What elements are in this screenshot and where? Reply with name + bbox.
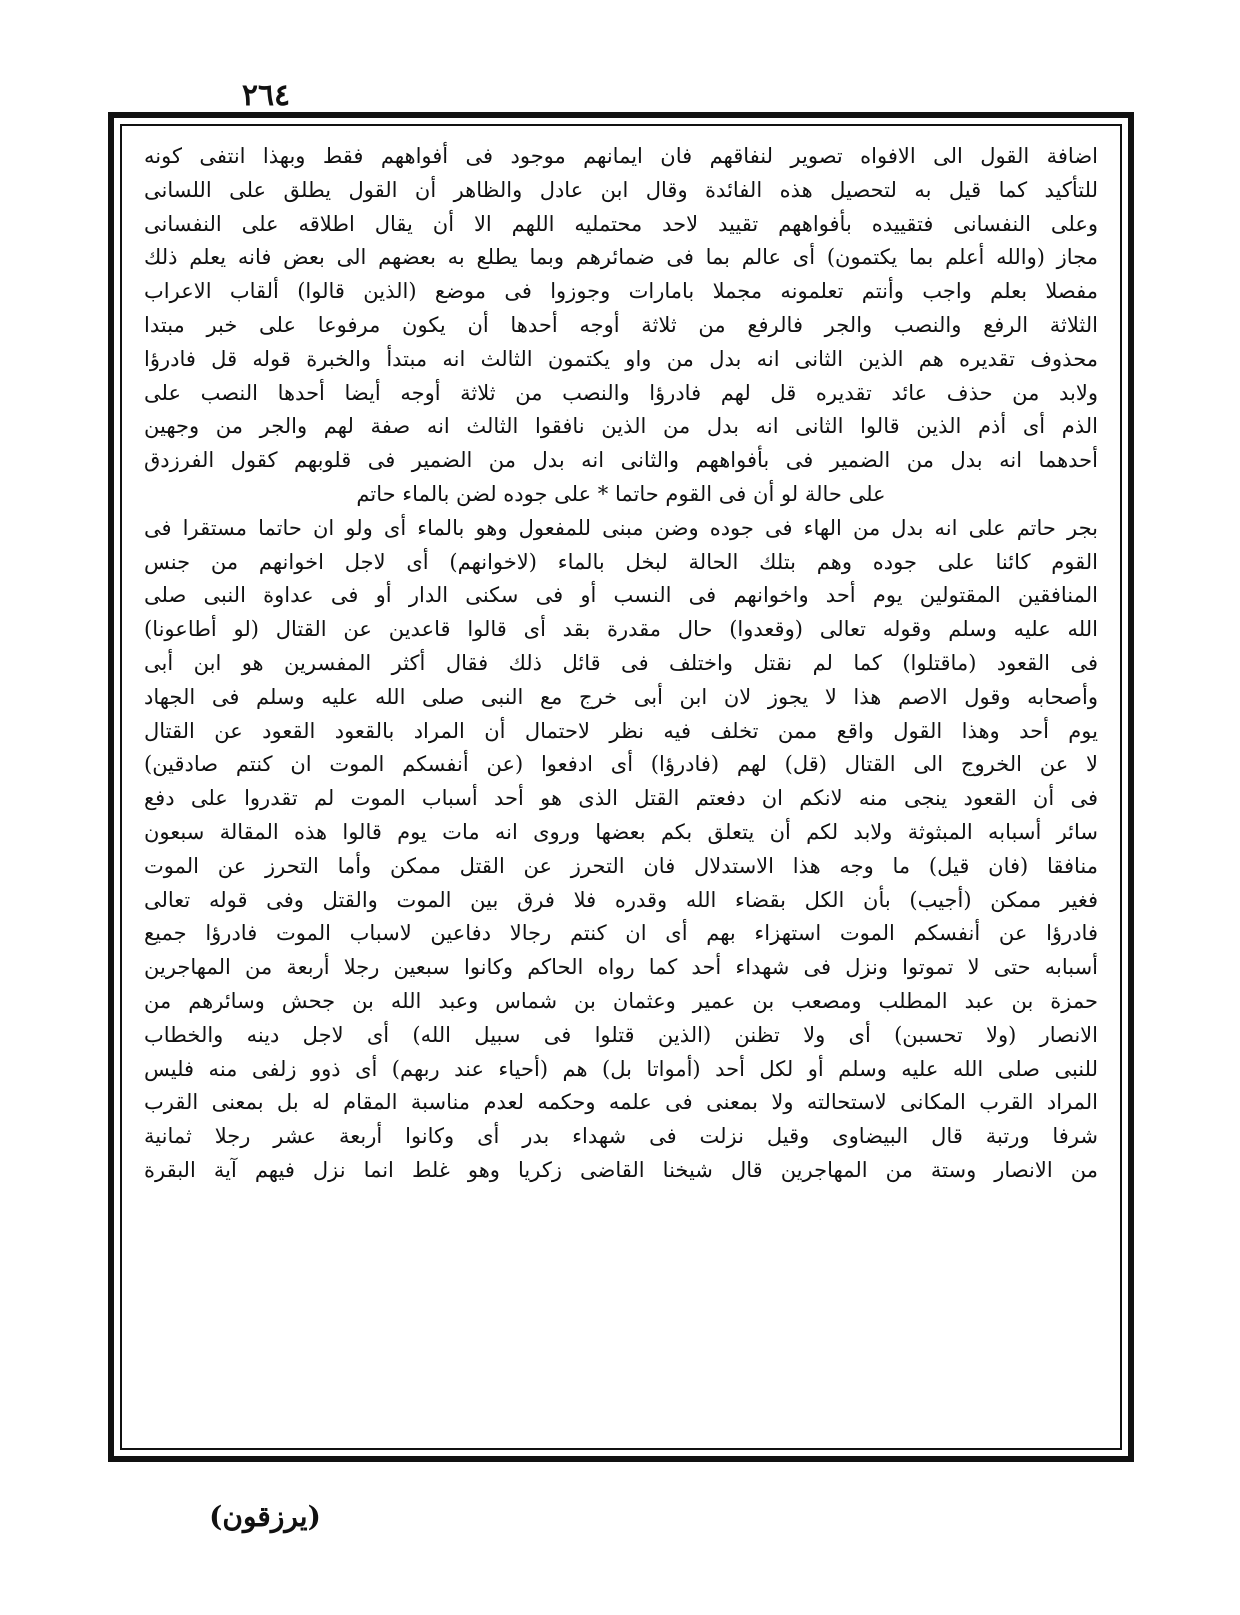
text-line: المنافقين المقتولين يوم أحد واخوانهم فى النسب أو فى سكنى الدار أو فى عداوة النبى صلى (144, 583, 1098, 608)
text-line: اضافة القول الى الافواه تصوير لنفاقهم فان ايمانهم موجود فى أفواههم فقط وبهذا انتفى كونه (144, 144, 1098, 168)
page-frame (108, 112, 1134, 1462)
text-line: فى أن القعود ينجى منه لانكم ان دفعتم القتل الذى هو أحد أسباب الموت لم تقدروا على دفع (144, 786, 1098, 811)
text-line: لا عن الخروج الى القتال (قل) لهم (فادرؤا) أى ادفعوا (عن أنفسكم الموت ان كنتم صادقين) (144, 752, 1098, 777)
text-line: وأصحابه وقول الاصم هذا لا يجوز لان ابن أبى خرج مع النبى صلى الله عليه وسلم فى الجهاد (144, 684, 1098, 709)
text-line: فادرؤا عن أنفسكم الموت استهزاء بهم أى ان كنتم رجالا دفاعين لاسباب الموت فادرؤا جميع (144, 921, 1098, 946)
text-line: يوم أحد وهذا القول واقع ممن تخلف فيه نظر لاحتمال أن المراد بالقعود القعود عن القتال (144, 718, 1098, 743)
text-line: الله عليه وسلم وقوله تعالى (وقعدوا) حال مقدرة بقد أى قالوا قاعدين عن القتال (لو أطاعونا) (144, 617, 1098, 642)
catchword: (يرزقون) (209, 1500, 321, 1533)
text-line: أحدهما انه بدل من الضمير فى بأفواههم والثانى انه بدل من الضمير فى قلوبهم كقول الفرزدق (144, 448, 1098, 473)
text-line: شرفا ورتبة قال البيضاوى وقيل نزلت فى شهداء بدر أى وكانوا أربعة عشر رجلا ثمانية (144, 1124, 1098, 1149)
page-number: ٢٦٤ (241, 78, 291, 113)
text-line: الانصار (ولا تحسبن) أى ولا تظنن (الذين قتلوا فى سبيل الله) أى لاجل دينه والخطاب (144, 1022, 1098, 1047)
page-frame-inner (120, 124, 1122, 1450)
text-line: القوم كائنا على جوده وهم بتلك الحالة لبخل بالماء (لاخوانهم) أى لاجل اخوانهم من جنس (144, 549, 1098, 574)
text-line: ولابد من حذف عائد تقديره قل لهم فادرؤا والنصب من ثلاثة أوجه أيضا أحدها النصب على (144, 380, 1098, 405)
text-line: فغير ممكن (أجيب) بأن الكل بقضاء الله وقدره فلا فرق بين الموت والقتل وفى قوله تعالى (144, 887, 1098, 912)
text-line: الثلاثة الرفع والنصب والجر فالرفع من ثلاثة أوجه أحدها أن يكون مرفوعا على خبر مبتدا (144, 312, 1098, 337)
text-line: للنبى صلى الله عليه وسلم أو لكل أحد (أمواتا بل) هم (أحياء عند ربهم) أى ذوو زلفى منه فليس (144, 1056, 1098, 1081)
text-line: الذم أى أذم الذين قالوا الثانى انه بدل من الذين نافقوا الثالث انه صفة لهم والجر من وجهين (144, 414, 1098, 439)
verse-line: على حالة لو أن فى القوم حاتما * على جوده لضن بالماء حاتم (356, 481, 886, 506)
text-line: حمزة بن عبد المطلب ومصعب بن عمير وعثمان بن شماس وعبد الله بن جحش وسائرهم من (144, 988, 1098, 1013)
text-line: من الانصار وستة من المهاجرين قال شيخنا القاضى زكريا وهو غلط انما نزل فيهم آية البقرة (144, 1157, 1098, 1182)
text-line: سائر أسبابه المبثوثة ولابد لكم أن يتعلق بكم بعضها وروى انه مات يوم قالوا هذه المقالة سبعون (144, 819, 1098, 844)
text-block (144, 140, 1098, 1438)
text-line: محذوف تقديره هم الذين الثانى انه بدل من واو يكتمون الثالث انه مبتدأ والخبرة قوله قل فادرؤا (144, 346, 1098, 371)
text-line: وعلى النفسانى فتقييده بأفواههم تقييد لاحد محتمليه اللهم الا أن يقال اطلاقه على النفسانى (144, 211, 1098, 236)
text-line: فى القعود (ماقتلوا) كما لم نقتل واختلف فى قائل ذلك فقال أكثر المفسرين هو ابن أبى (144, 650, 1098, 675)
text-line: مفصلا بعلم واجب وأنتم تعلمونه مجملا بامارات وجوزوا فى موضع (الذين قالوا) ألقاب الاعراب (144, 279, 1098, 304)
text-line: بجر حاتم على انه بدل من الهاء فى جوده وضن مبنى للمفعول وهو بالماء أى ولو ان حاتما مستقرا فى (144, 515, 1098, 540)
text-line: المراد القرب المكانى لاستحالته ولا بمعنى فى علمه وحكمه لعدم مناسبة المقام له بل بمعنى القرب (144, 1090, 1098, 1115)
text-line: مجاز (والله أعلم بما يكتمون) أى عالم بما فى ضمائرهم وبما يطلع به بعضهم الى بعض فانه يعلم ذلك (144, 245, 1098, 270)
text-line: أسبابه حتى لا تموتوا ونزل فى شهداء أحد كما رواه الحاكم وكانوا سبعين رجلا أربعة من المهاجرين (144, 955, 1098, 980)
text-line: منافقا (فان قيل) ما وجه هذا الاستدلال فان التحرز عن القتل ممكن وأما التحرز عن الموت (144, 853, 1098, 878)
text-line: للتأكيد كما قيل به لتحصيل هذه الفائدة وقال ابن عادل والظاهر أن القول يطلق على اللسانى (144, 177, 1098, 202)
